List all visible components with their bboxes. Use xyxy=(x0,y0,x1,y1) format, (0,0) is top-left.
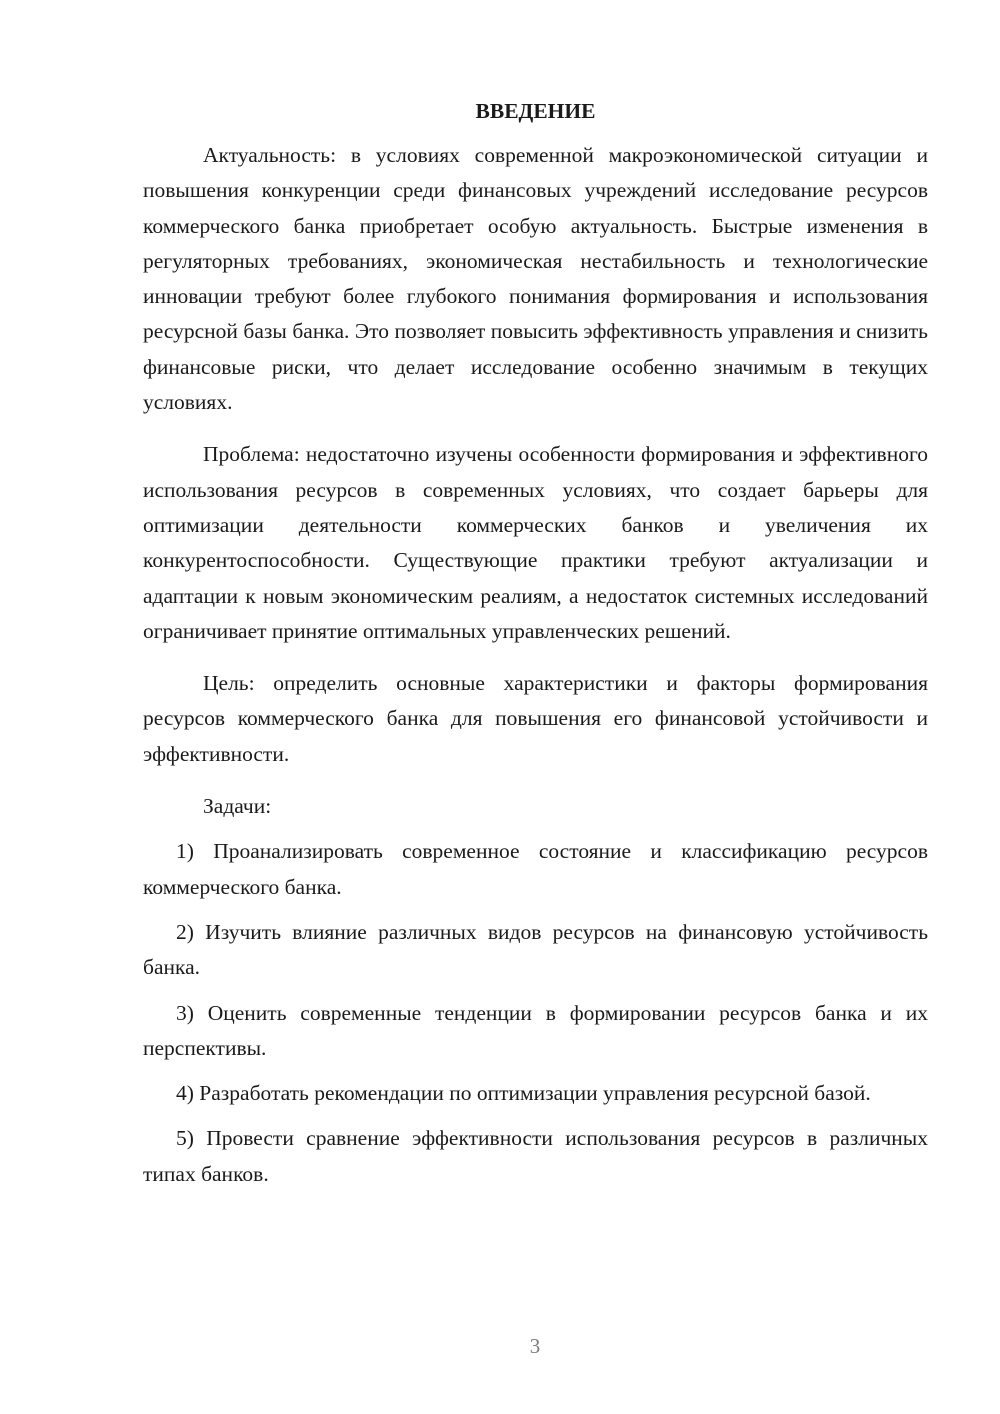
task-item-2: 2) Изучить влияние различных видов ресурсов на финансовую устойчивость банка. xyxy=(143,919,928,980)
task-item-4: 4) Разработать рекомендации по оптимизации управления ресурсной базой. xyxy=(176,1081,871,1106)
goal-paragraph: Цель: определить основные характеристики и факторы формирования ресурсов коммерческого банка для повышения его финансовой устойчивости и эффективности. xyxy=(143,671,928,766)
task-item-1: 1) Проанализировать современное состояние и классификацию ресурсов коммерческого банка. xyxy=(143,839,928,899)
tasks-label: Задачи: xyxy=(203,794,272,819)
tasks-list xyxy=(143,834,928,1192)
task-item-5: 5) Провести сравнение эффективности использования ресурсов в различных типах банков. xyxy=(143,1126,928,1186)
page-content xyxy=(143,96,928,1202)
page-number: 3 xyxy=(529,1334,541,1358)
relevance-paragraph: Актуальность: в условиях современной макроэкономической ситуации и повышения конкуренции среди финансовых учреждений исследование ресурсов коммерческого банка приобретает особую актуальность. Быстрые изменения в регуляторных требованиях, экономическая нестабильность и технологические инновации требуют более глубокого понимания формирования и использования ресурсной базы банка. Это позволяет повысить эффективность управления и снизить финансовые риски, что делает исследование особенно значимым в текущих условиях. xyxy=(143,143,928,415)
problem-paragraph: Проблема: недостаточно изучены особенности формирования и эффективного использования ресурсов в современных условиях, что создает барьеры для оптимизации деятельности коммерческих банков и увеличения их конкурентоспособности. Существующие практики требуют актуализации и адаптации к новым экономическим реалиям, а недостаток системных исследований ограничивает принятие оптимальных управленческих решений. xyxy=(143,442,928,643)
task-item-3: 3) Оценить современные тенденции в формировании ресурсов банка и их перспективы. xyxy=(143,1000,928,1060)
section-heading: ВВЕДЕНИЕ xyxy=(475,99,596,123)
